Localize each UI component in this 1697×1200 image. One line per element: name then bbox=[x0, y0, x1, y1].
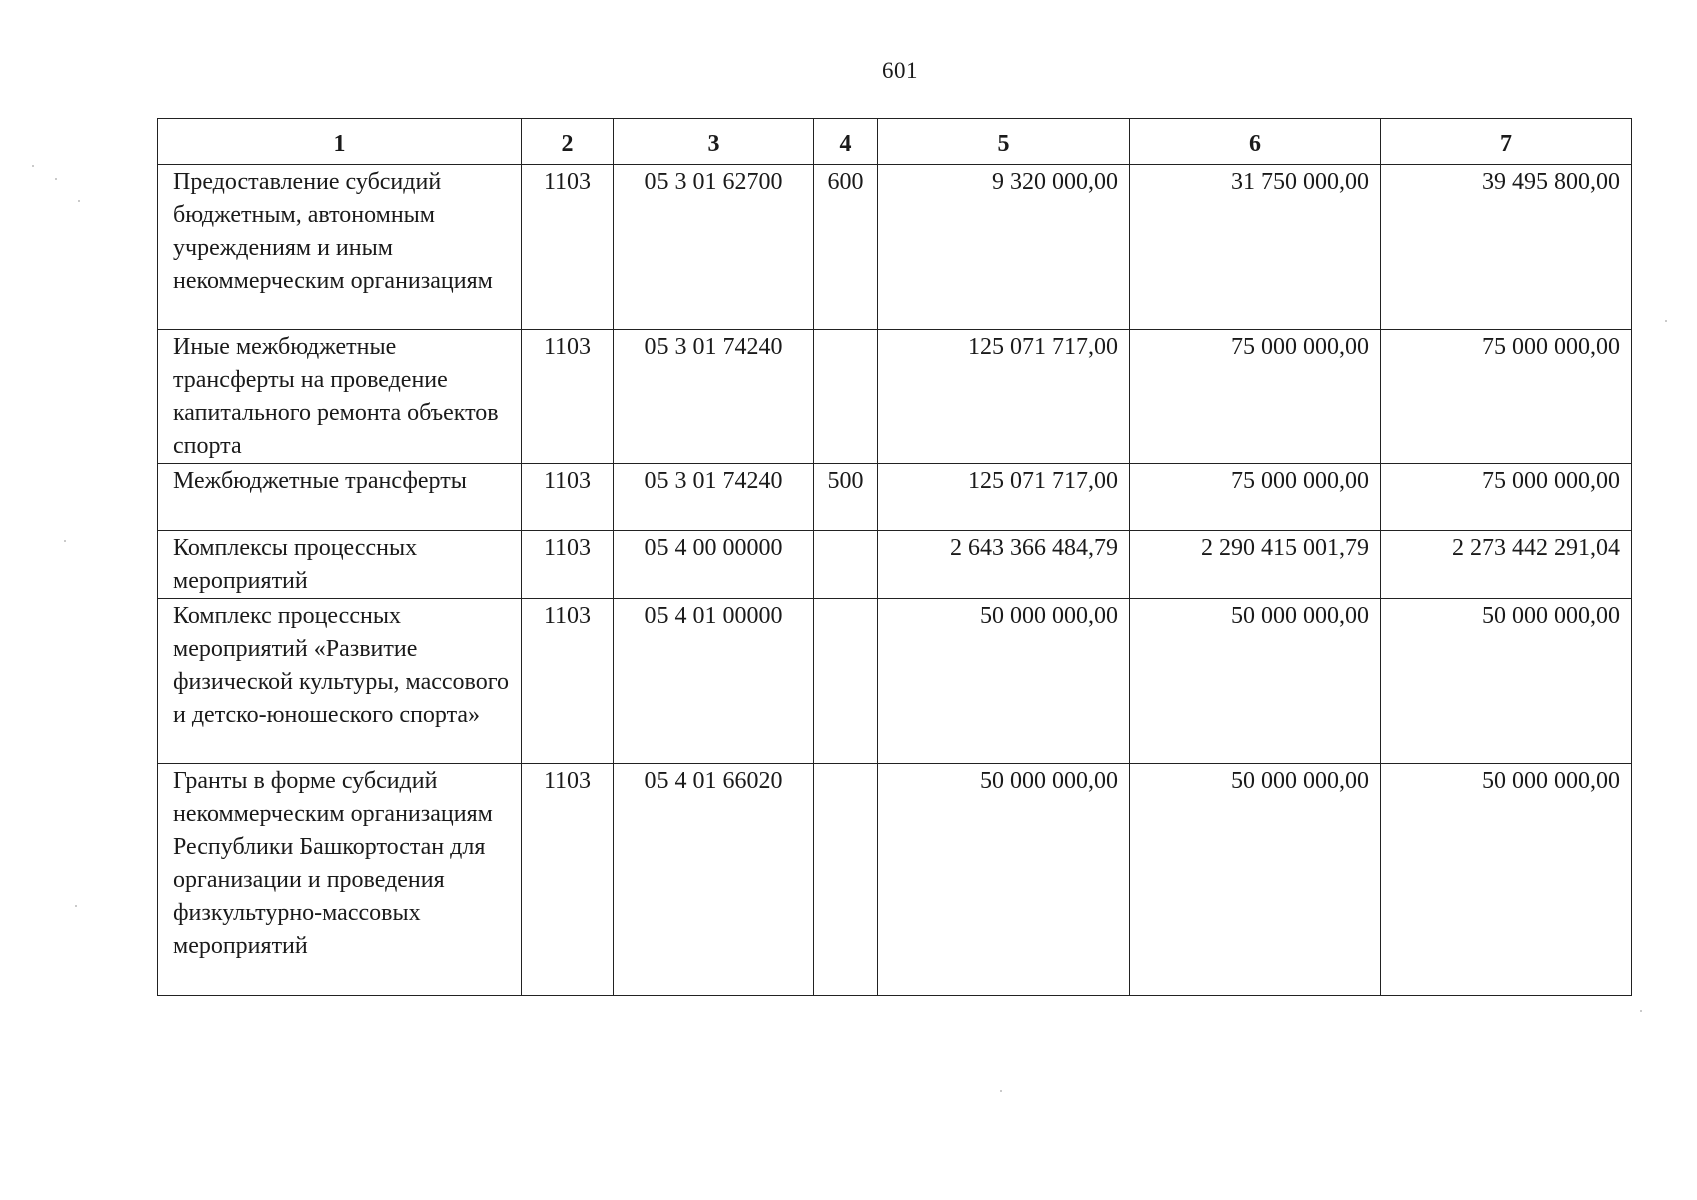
amount-year-2: 31 750 000,00 bbox=[1130, 165, 1381, 330]
row-name: Комплекс процессных мероприятий «Развитие физической культуры, массового и детско-юношеского спорта» bbox=[158, 599, 522, 764]
target-code: 05 3 01 62700 bbox=[614, 165, 814, 330]
section-code: 1103 bbox=[522, 764, 614, 996]
header-row bbox=[158, 119, 1632, 165]
target-code: 05 4 01 00000 bbox=[614, 599, 814, 764]
amount-year-3: 2 273 442 291,04 bbox=[1381, 531, 1632, 599]
row-name: Предоставление субсидий бюджетным, автономным учреждениям и иным некоммерческим организациям bbox=[158, 165, 522, 330]
scan-speck bbox=[32, 165, 34, 167]
scan-speck bbox=[1000, 1090, 1002, 1092]
page-number: 601 bbox=[882, 58, 918, 83]
amount-year-1: 125 071 717,00 bbox=[878, 330, 1130, 464]
amount-year-2: 2 290 415 001,79 bbox=[1130, 531, 1381, 599]
amount-year-3: 50 000 000,00 bbox=[1381, 599, 1632, 764]
section-code: 1103 bbox=[522, 464, 614, 531]
column-header-5: 5 bbox=[878, 119, 1130, 165]
amount-year-3: 75 000 000,00 bbox=[1381, 464, 1632, 531]
amount-year-1: 50 000 000,00 bbox=[878, 599, 1130, 764]
column-header-3: 3 bbox=[614, 119, 814, 165]
amount-year-1: 9 320 000,00 bbox=[878, 165, 1130, 330]
amount-year-1: 50 000 000,00 bbox=[878, 764, 1130, 996]
expense-type-code bbox=[814, 330, 878, 464]
column-header-1: 1 bbox=[158, 119, 522, 165]
amount-year-3: 39 495 800,00 bbox=[1381, 165, 1632, 330]
table-row bbox=[158, 764, 1632, 996]
section-code: 1103 bbox=[522, 531, 614, 599]
target-code: 05 4 00 00000 bbox=[614, 531, 814, 599]
row-name: Комплексы процессных мероприятий bbox=[158, 531, 522, 599]
target-code: 05 3 01 74240 bbox=[614, 464, 814, 531]
row-name: Иные межбюджетные трансферты на проведение капитального ремонта объектов спорта bbox=[158, 330, 522, 464]
amount-year-3: 50 000 000,00 bbox=[1381, 764, 1632, 996]
amount-year-2: 75 000 000,00 bbox=[1130, 464, 1381, 531]
section-code: 1103 bbox=[522, 165, 614, 330]
scan-speck bbox=[1665, 320, 1667, 322]
table-row bbox=[158, 464, 1632, 531]
scan-speck bbox=[55, 178, 57, 180]
target-code: 05 4 01 66020 bbox=[614, 764, 814, 996]
row-name: Гранты в форме субсидий некоммерческим организациям Республики Башкортостан для организации и проведения физкультурно-массовых мероприятий bbox=[158, 764, 522, 996]
section-code: 1103 bbox=[522, 330, 614, 464]
expense-type-code bbox=[814, 531, 878, 599]
table-row bbox=[158, 165, 1632, 330]
scan-speck bbox=[64, 540, 66, 542]
amount-year-2: 50 000 000,00 bbox=[1130, 764, 1381, 996]
budget-table bbox=[157, 118, 1632, 996]
expense-type-code: 500 bbox=[814, 464, 878, 531]
amount-year-2: 50 000 000,00 bbox=[1130, 599, 1381, 764]
expense-type-code bbox=[814, 599, 878, 764]
column-header-4: 4 bbox=[814, 119, 878, 165]
scan-speck bbox=[75, 905, 77, 907]
amount-year-2: 75 000 000,00 bbox=[1130, 330, 1381, 464]
amount-year-1: 125 071 717,00 bbox=[878, 464, 1130, 531]
column-header-6: 6 bbox=[1130, 119, 1381, 165]
scan-speck bbox=[78, 200, 80, 202]
section-code: 1103 bbox=[522, 599, 614, 764]
column-header-7: 7 bbox=[1381, 119, 1632, 165]
row-name: Межбюджетные трансферты bbox=[158, 464, 522, 531]
column-header-2: 2 bbox=[522, 119, 614, 165]
target-code: 05 3 01 74240 bbox=[614, 330, 814, 464]
table-row bbox=[158, 599, 1632, 764]
expense-type-code: 600 bbox=[814, 165, 878, 330]
table-row bbox=[158, 531, 1632, 599]
scan-speck bbox=[1640, 1010, 1642, 1012]
amount-year-3: 75 000 000,00 bbox=[1381, 330, 1632, 464]
expense-type-code bbox=[814, 764, 878, 996]
amount-year-1: 2 643 366 484,79 bbox=[878, 531, 1130, 599]
table-row bbox=[158, 330, 1632, 464]
